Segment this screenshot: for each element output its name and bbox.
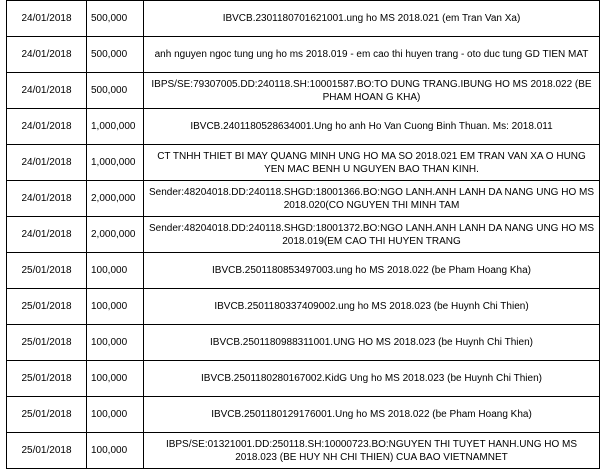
description-cell: anh nguyen ngoc tung ung ho ms 2018.019 - em cao thi huyen trang - oto duc tung GD TIEN MAT: [144, 37, 600, 73]
amount-cell: 1,000,000: [87, 109, 144, 145]
description-cell: IBPS/SE:79307005.DD:240118.SH:10001587.BO:TO DUNG TRANG.IBUNG HO MS 2018.022 (BE PHAM HOAN G KHA): [144, 73, 600, 109]
table-row: [7, 217, 600, 253]
description-cell: IBVCB.2301180701621001.ung ho MS 2018.021 (em Tran Van Xa): [144, 1, 600, 37]
donation-table: [6, 0, 600, 469]
amount-cell: 100,000: [87, 289, 144, 325]
date-cell: 24/01/2018: [7, 145, 87, 181]
date-cell: 24/01/2018: [7, 181, 87, 217]
amount-cell: 100,000: [87, 397, 144, 433]
date-cell: 25/01/2018: [7, 397, 87, 433]
amount-cell: 1,000,000: [87, 145, 144, 181]
table-row: [7, 289, 600, 325]
table-row: [7, 397, 600, 433]
amount-cell: 2,000,000: [87, 217, 144, 253]
amount-cell: 500,000: [87, 37, 144, 73]
description-cell: IBVCB.2501180988311001.UNG HO MS 2018.023 (be Huynh Chi Thien): [144, 325, 600, 361]
table-row: [7, 1, 600, 37]
date-cell: 25/01/2018: [7, 433, 87, 469]
amount-cell: 100,000: [87, 325, 144, 361]
amount-cell: 2,000,000: [87, 181, 144, 217]
date-cell: 24/01/2018: [7, 37, 87, 73]
description-cell: IBVCB.2501180129176001.Ung ho MS 2018.022 (be Pham Hoang Kha): [144, 397, 600, 433]
date-cell: 24/01/2018: [7, 109, 87, 145]
description-cell: IBVCB.2501180853497003.ung ho MS 2018.022 (be Pham Hoang Kha): [144, 253, 600, 289]
description-cell: Sender:48204018.DD:240118.SHGD:18001366.BO:NGO LANH.ANH LANH DA NANG UNG HO MS 2018.020(CO NGUYEN THI MINH TAM: [144, 181, 600, 217]
description-cell: CT TNHH THIET BI MAY QUANG MINH UNG HO MA SO 2018.021 EM TRAN VAN XA O HUNG YEN MAC BENH U NGUYEN BAO THAN KINH.: [144, 145, 600, 181]
amount-cell: 500,000: [87, 1, 144, 37]
table-row: [7, 37, 600, 73]
table-row: [7, 253, 600, 289]
description-cell: IBVCB.2401180528634001.Ung ho anh Ho Van Cuong Binh Thuan. Ms: 2018.011: [144, 109, 600, 145]
description-cell: IBVCB.2501180337409002.ung ho MS 2018.023 (be Huynh Chi Thien): [144, 289, 600, 325]
table-row: [7, 433, 600, 469]
description-cell: IBPS/SE:01321001.DD:250118.SH:10000723.BO:NGUYEN THI TUYET HANH.UNG HO MS 2018.023 (BE HUY NH CHI THIEN) CUA BAO VIETNAMNET: [144, 433, 600, 469]
table-row: [7, 145, 600, 181]
date-cell: 24/01/2018: [7, 1, 87, 37]
date-cell: 24/01/2018: [7, 217, 87, 253]
table-row: [7, 181, 600, 217]
amount-cell: 100,000: [87, 433, 144, 469]
table-row: [7, 109, 600, 145]
amount-cell: 500,000: [87, 73, 144, 109]
date-cell: 25/01/2018: [7, 361, 87, 397]
date-cell: 25/01/2018: [7, 253, 87, 289]
date-cell: 24/01/2018: [7, 73, 87, 109]
table-row: [7, 325, 600, 361]
amount-cell: 100,000: [87, 253, 144, 289]
table-row: [7, 73, 600, 109]
description-cell: IBVCB.2501180280167002.KidG Ung ho MS 2018.023 (be Huynh Chi Thien): [144, 361, 600, 397]
description-cell: Sender:48204018.DD:240118.SHGD:18001372.BO:NGO LANH.ANH LANH DA NANG UNG HO MS 2018.019(EM CAO THI HUYEN TRANG: [144, 217, 600, 253]
table-row: [7, 361, 600, 397]
date-cell: 25/01/2018: [7, 289, 87, 325]
date-cell: 25/01/2018: [7, 325, 87, 361]
amount-cell: 100,000: [87, 361, 144, 397]
